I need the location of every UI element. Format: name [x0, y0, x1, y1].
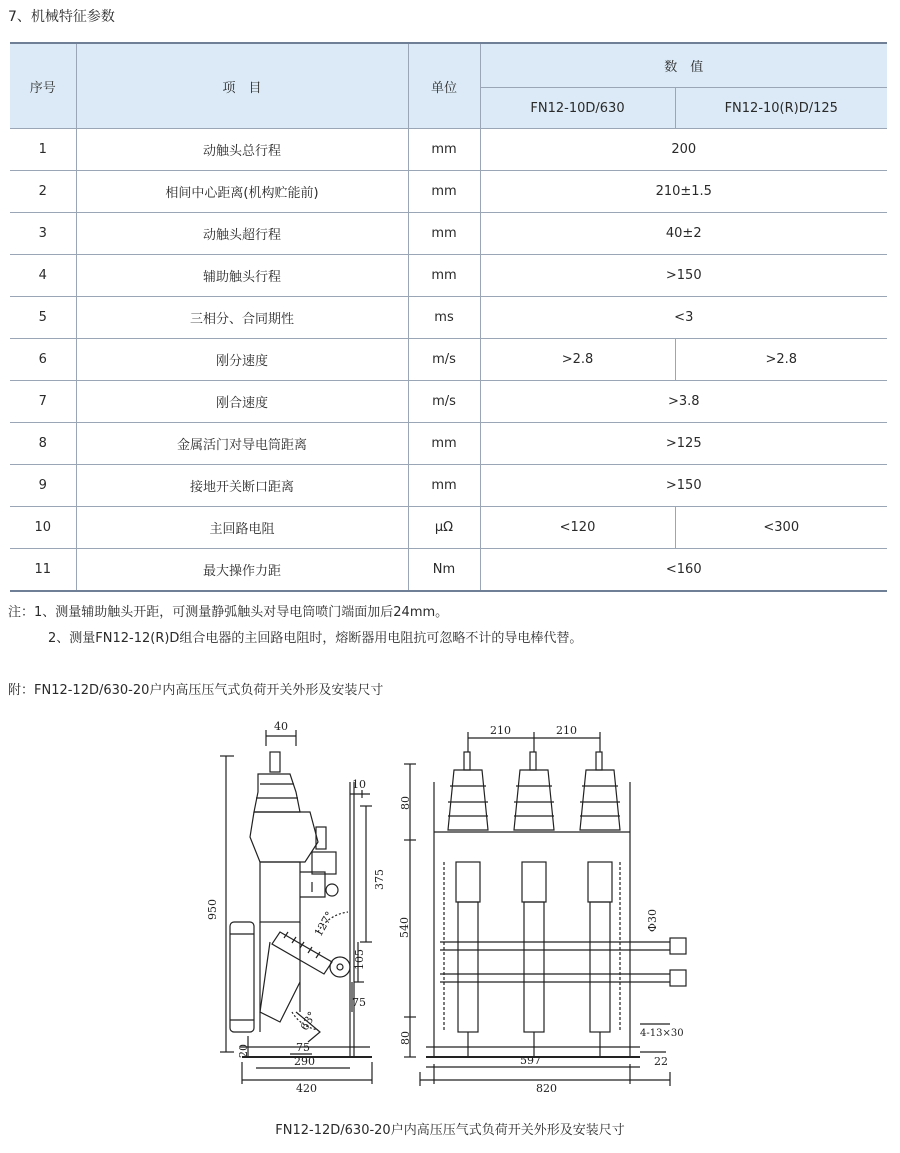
dim-210-left: 210 — [490, 724, 511, 737]
row-unit: mm — [408, 171, 480, 213]
row-no: 7 — [10, 381, 76, 423]
row-value: 210±1.5 — [480, 171, 887, 213]
row-unit: mm — [408, 255, 480, 297]
row-no: 1 — [10, 129, 76, 171]
front-view-labels — [398, 724, 684, 1095]
table-row — [10, 507, 887, 549]
row-value: >125 — [480, 423, 887, 465]
notes — [8, 600, 582, 652]
row-item: 金属活门对导电筒距离 — [76, 423, 408, 465]
header-values: 数 值 — [480, 43, 887, 88]
dim-10: 10 — [352, 778, 366, 791]
dim-75-bottom: 75 — [296, 1041, 310, 1054]
row-value: <160 — [480, 549, 887, 592]
dim-420: 420 — [296, 1082, 317, 1095]
row-no: 11 — [10, 549, 76, 592]
row-value: <3 — [480, 297, 887, 339]
row-item: 刚分速度 — [76, 339, 408, 381]
header-model-b: FN12-10(R)D/125 — [675, 88, 887, 129]
row-value: 40±2 — [480, 213, 887, 255]
angle-63: 63° — [297, 1009, 319, 1033]
dim-820: 820 — [536, 1082, 557, 1095]
row-item: 接地开关断口距离 — [76, 465, 408, 507]
row-unit: Nm — [408, 549, 480, 592]
dim-105: 105 — [353, 949, 366, 970]
row-no: 9 — [10, 465, 76, 507]
table-row — [10, 549, 887, 592]
table-row — [10, 129, 887, 171]
table-row — [10, 213, 887, 255]
header-item: 项 目 — [76, 43, 408, 129]
side-view-labels — [206, 720, 386, 1095]
table-row — [10, 255, 887, 297]
row-value: >150 — [480, 465, 887, 507]
row-item: 刚合速度 — [76, 381, 408, 423]
dim-phi30: Φ30 — [646, 908, 659, 932]
row-no: 6 — [10, 339, 76, 381]
row-no: 5 — [10, 297, 76, 339]
dim-80-top: 80 — [399, 796, 412, 810]
dim-40: 40 — [274, 720, 288, 733]
section-heading: 7、机械特征参数 — [8, 9, 115, 25]
row-no: 3 — [10, 213, 76, 255]
row-unit: m/s — [408, 339, 480, 381]
dim-290: 290 — [294, 1055, 315, 1068]
dim-597: 597 — [520, 1054, 541, 1067]
row-no: 8 — [10, 423, 76, 465]
table-row — [10, 423, 887, 465]
row-item: 相间中心距离(机构贮能前) — [76, 171, 408, 213]
dimension-drawing — [200, 712, 710, 1107]
dim-210-right: 210 — [556, 724, 577, 737]
row-unit: mm — [408, 465, 480, 507]
row-value: >3.8 — [480, 381, 887, 423]
row-value-b: <300 — [675, 507, 887, 549]
angle-127: 127° — [311, 909, 337, 939]
row-value-a: >2.8 — [480, 339, 675, 381]
row-unit: m/s — [408, 381, 480, 423]
side-view — [220, 730, 372, 1084]
row-unit: μΩ — [408, 507, 480, 549]
header-model-a: FN12-10D/630 — [480, 88, 675, 129]
dim-75-right: 75 — [352, 996, 366, 1009]
table-row — [10, 465, 887, 507]
row-unit: mm — [408, 213, 480, 255]
appendix-title: 附：FN12-12D/630-20户内高压压气式负荷开关外形及安装尺寸 — [8, 683, 384, 698]
dim-375: 375 — [373, 869, 386, 890]
header-no: 序号 — [10, 43, 76, 129]
row-item: 动触头超行程 — [76, 213, 408, 255]
note-2: 2、测量FN12-12(R)D组合电器的主回路电阻时，熔断器用电阻抗可忽略不计的导电棒代替。 — [48, 631, 583, 646]
row-item: 动触头总行程 — [76, 129, 408, 171]
table-row — [10, 339, 887, 381]
table-row — [10, 381, 887, 423]
dim-540: 540 — [398, 917, 411, 938]
row-item: 最大操作力距 — [76, 549, 408, 592]
table-row — [10, 171, 887, 213]
row-unit: mm — [408, 423, 480, 465]
row-item: 主回路电阻 — [76, 507, 408, 549]
row-no: 4 — [10, 255, 76, 297]
row-unit: ms — [408, 297, 480, 339]
parameter-table — [10, 42, 887, 592]
row-no: 10 — [10, 507, 76, 549]
row-value: >150 — [480, 255, 887, 297]
row-no: 2 — [10, 171, 76, 213]
row-item: 三相分、合同期性 — [76, 297, 408, 339]
header-unit: 单位 — [408, 43, 480, 129]
row-item: 辅助触头行程 — [76, 255, 408, 297]
dim-950: 950 — [206, 899, 219, 920]
dim-80-bottom: 80 — [399, 1031, 412, 1045]
row-value: 200 — [480, 129, 887, 171]
row-unit: mm — [408, 129, 480, 171]
row-value-a: <120 — [480, 507, 675, 549]
note-1: 注：1、测量辅助触头开距，可测量静弧触头对导电筒喷门端面加后24mm。 — [8, 605, 449, 620]
figure-caption: FN12-12D/630-20户内高压压气式负荷开关外形及安装尺寸 — [275, 1123, 625, 1138]
dim-20: 20 — [237, 1044, 250, 1058]
dim-holes: 4-13×30 — [640, 1028, 684, 1039]
row-value-b: >2.8 — [675, 339, 887, 381]
dim-22: 22 — [654, 1055, 668, 1068]
table-row — [10, 297, 887, 339]
